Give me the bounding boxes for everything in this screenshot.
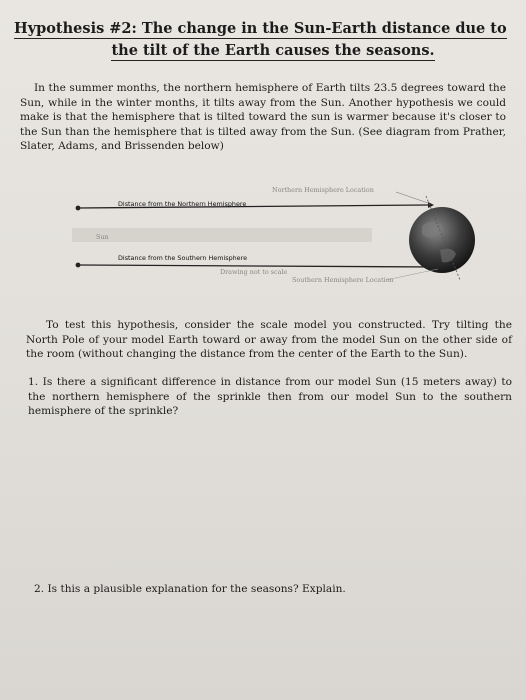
question-2: 2. Is this a plausible explanation for the seasons? Explain.: [34, 583, 346, 595]
southern-location-label: Southern Hemisphere Location: [292, 276, 394, 284]
diagram-drawing: [60, 176, 480, 296]
southern-location-pointer: [386, 269, 438, 280]
northern-location-label: Northern Hemisphere Location: [272, 186, 374, 194]
northern-distance-label: Distance from the Northern Hemisphere: [118, 200, 247, 208]
northern-line-endpoint: [76, 206, 81, 211]
southern-line-endpoint: [76, 263, 81, 268]
test-instructions-paragraph: To test this hypothesis, consider the scale model you constructed. Try tilting the North Pole of your model Earth toward or away from the model Sun on the other side of the room (without changing the distance from the center of the Earth to the Sun).: [26, 319, 512, 361]
sun-band: [72, 228, 372, 242]
question-1: 1. Is there a significant difference in distance from our model Sun (15 meters away) to the northern hemisphere of the sprinkle then from our model Sun to the southern hemisphere of the sprinkle?: [28, 376, 512, 418]
southern-distance-line: [78, 265, 438, 267]
southern-distance-label: Distance from the Southern Hemisphere: [118, 254, 248, 262]
intro-paragraph: In the summer months, the northern hemisphere of Earth tilts 23.5 degrees toward the Sun, while in the winter months, it tilts away from the Sun. Another hypothesis we could make is that the hemisphere that is tilted toward the sun is warmer because it's closer to the Sun than the hemisphere that is tilted away from the Sun. (See diagram from Prather, Slater, Adams, and Brissenden below): [20, 82, 506, 153]
title-block: [0, 18, 526, 62]
page-title-line-1: Hypothesis #2: The change in the Sun-Earth distance due to: [14, 20, 507, 37]
scale-note: Drawing not to scale: [220, 268, 288, 276]
page-title-line-2: the tilt of the Earth causes the seasons.: [111, 42, 435, 59]
northern-arrowhead: [428, 202, 434, 208]
sun-earth-distance-diagram: [60, 176, 480, 296]
sun-label: Sun: [96, 233, 109, 241]
earth-globe: [409, 207, 475, 273]
northern-location-pointer: [396, 192, 428, 203]
